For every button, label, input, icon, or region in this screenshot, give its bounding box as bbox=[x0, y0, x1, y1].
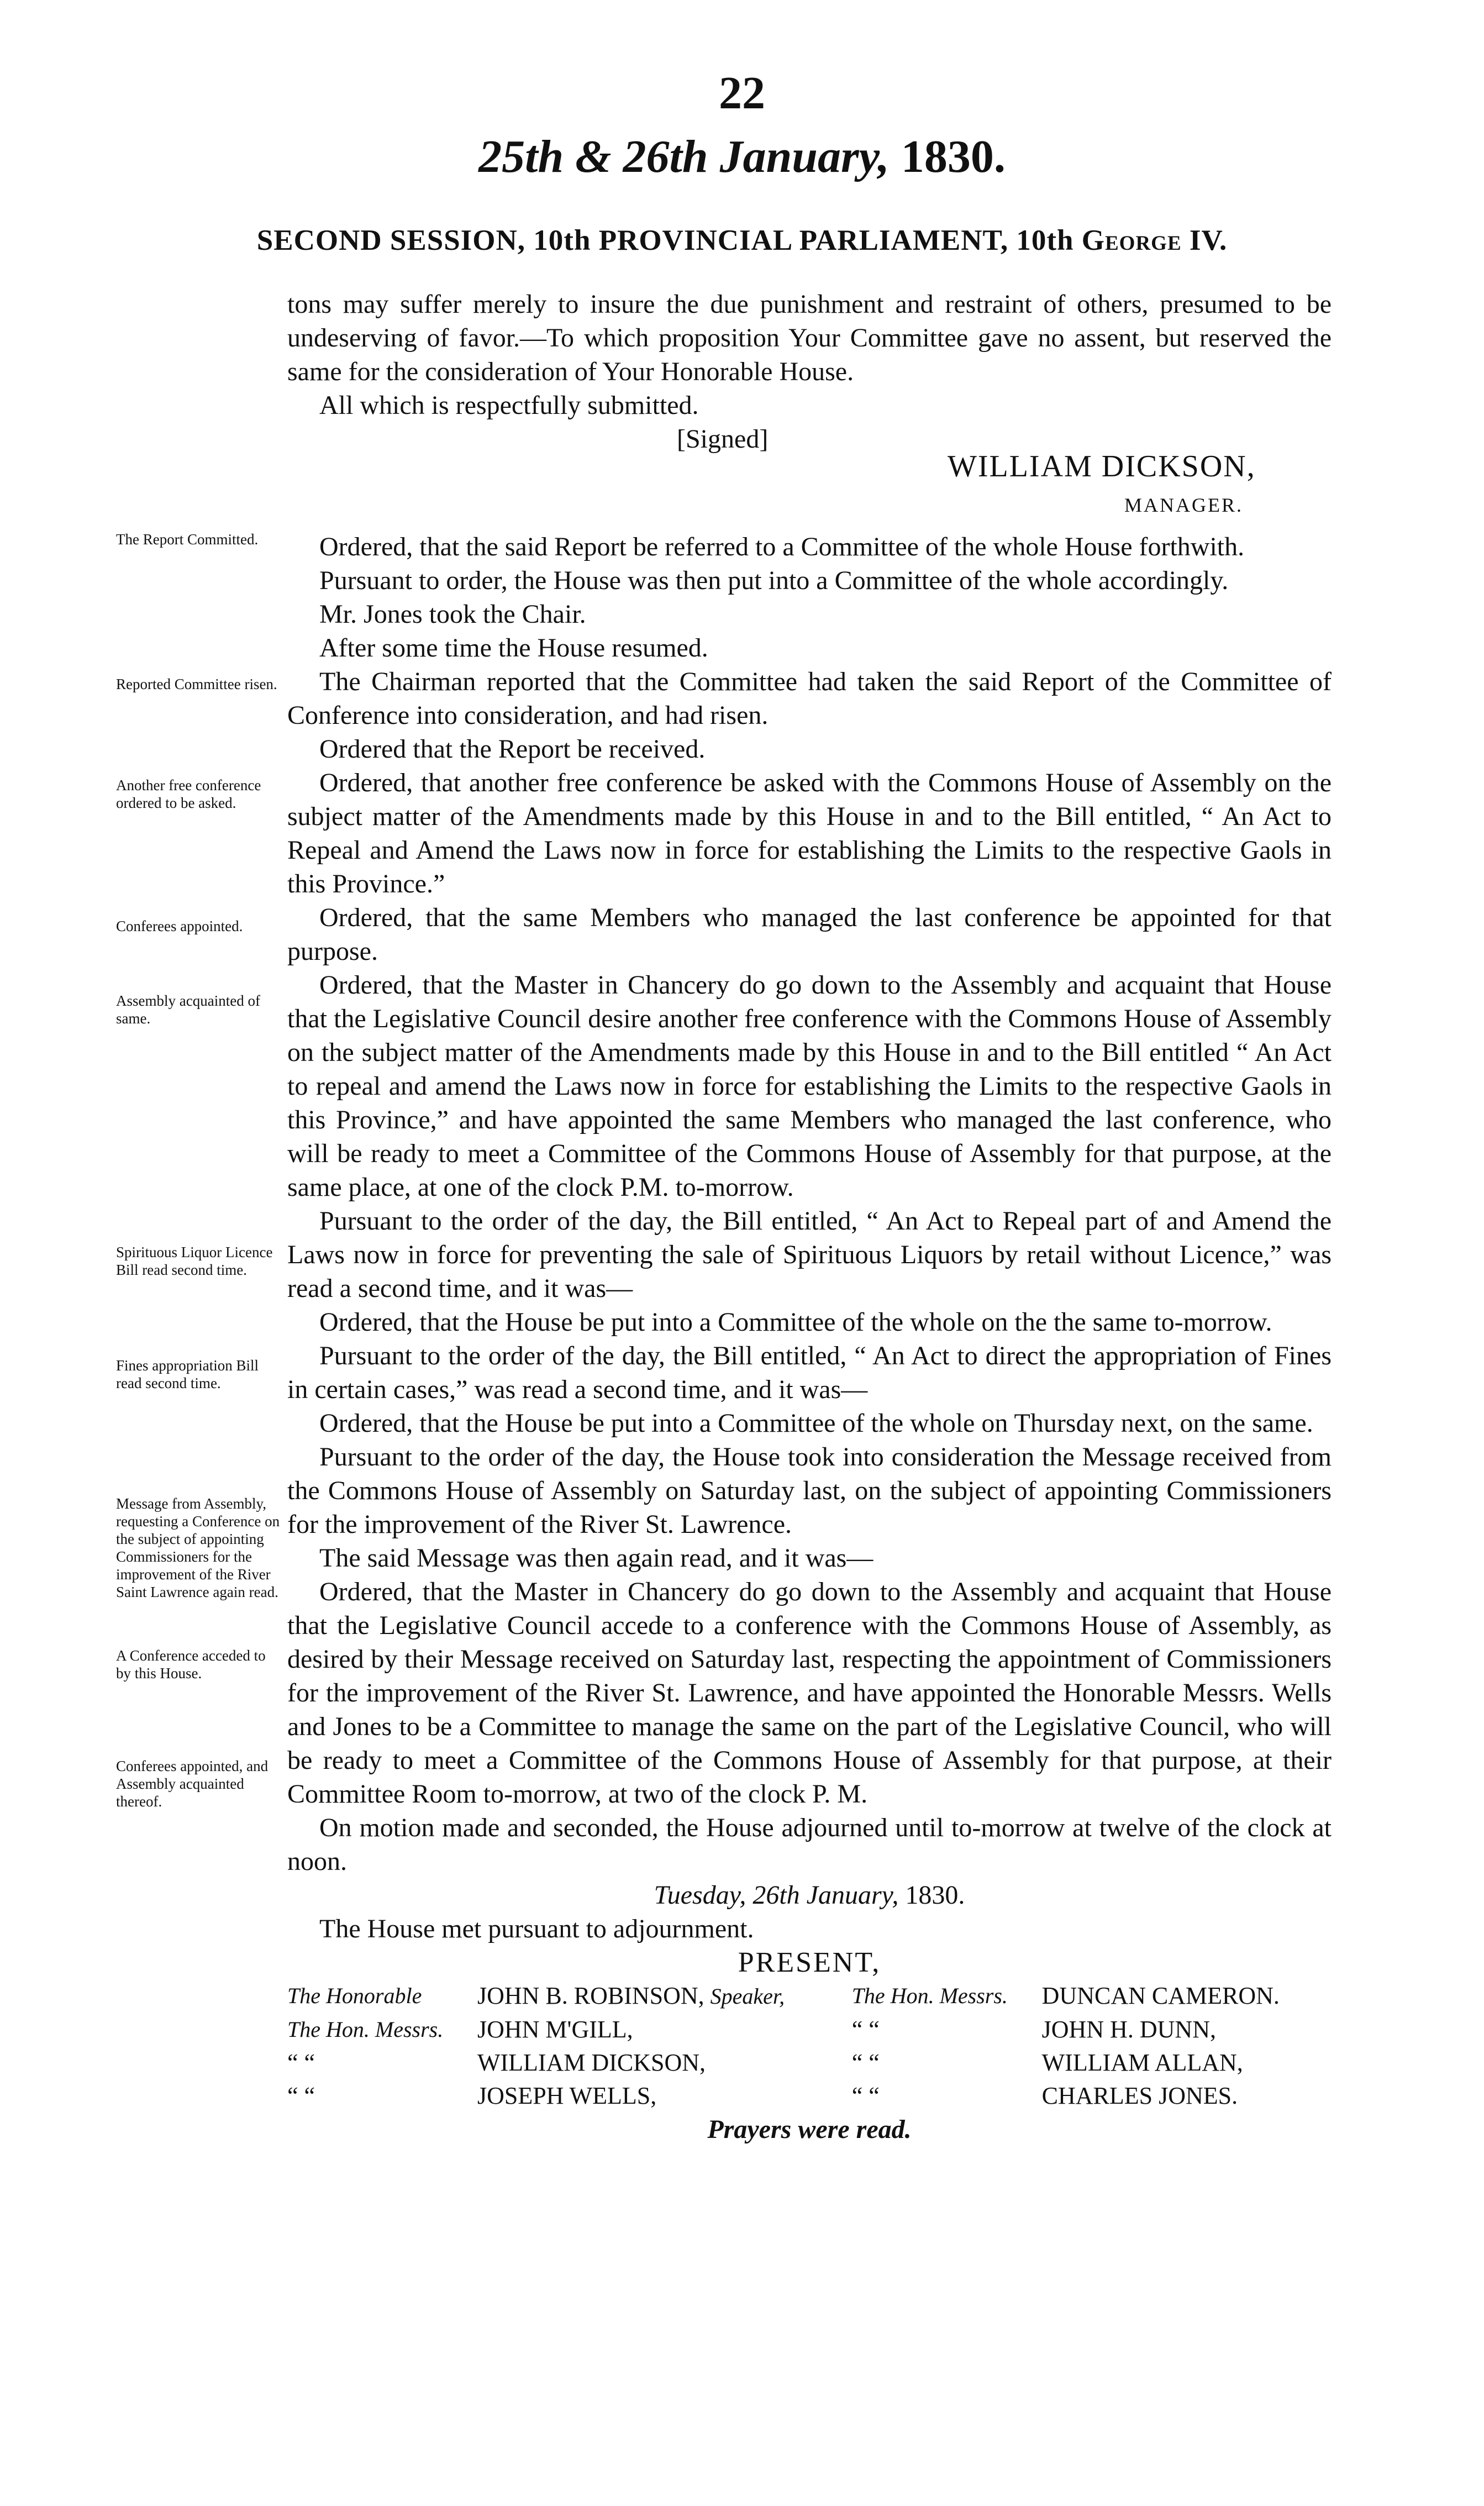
member-prefix: “ “ bbox=[851, 2049, 880, 2076]
member-name: JOSEPH WELLS, bbox=[477, 2082, 657, 2109]
signature-block bbox=[287, 422, 1332, 530]
member-name: WILLIAM ALLAN, bbox=[1041, 2049, 1243, 2076]
margin-note-message-assembly: Message from Assembly, requesting a Conference on the subject of appointing Commissioners for the improvement of the River Saint Lawrence again read. bbox=[116, 1495, 280, 1600]
page-number: 22 bbox=[719, 67, 765, 119]
prayers-note: Prayers were read. bbox=[707, 2115, 912, 2144]
paragraph: Pursuant to the order of the day, the House took into consideration the Message received from the Commons House of Assembly on Saturday last, on the subject of appointing Commissioners for the improvement of the River St. Lawrence. bbox=[287, 1442, 1332, 1539]
member-name: JOHN M'GILL, bbox=[477, 2016, 633, 2043]
paragraph: All which is respectfully submitted. bbox=[319, 391, 699, 420]
signer-name: WILLIAM DICKSON, bbox=[948, 449, 1256, 484]
sitting-date-main: Tuesday, 26th January, bbox=[654, 1880, 899, 1910]
table-row bbox=[287, 2079, 1332, 2113]
date-title-year: 1830. bbox=[901, 131, 1006, 182]
margin-note-committee-risen: Reported Committee risen. bbox=[116, 676, 277, 692]
paragraph: The Chairman reported that the Committee had taken the said Report of the Committee of Conference into consideration, and had risen. bbox=[287, 667, 1332, 730]
attendance-table bbox=[287, 1979, 1332, 2113]
paragraph: Mr. Jones took the Chair. bbox=[319, 600, 586, 629]
table-row bbox=[287, 2046, 1332, 2079]
margin-note-conference-acceded: A Conference acceded to by this House. bbox=[116, 1647, 266, 1682]
margin-note-fines-bill: Fines appropriation Bill read second time. bbox=[116, 1357, 259, 1391]
table-row bbox=[287, 2013, 1332, 2046]
paragraph: On motion made and seconded, the House adjourned until to-morrow at twelve of the clock at noon. bbox=[287, 1813, 1332, 1876]
margin-note-assembly-acquainted: Assembly acquainted of same. bbox=[116, 992, 260, 1027]
paragraph: Ordered, that the Master in Chancery do go down to the Assembly and acquaint that House that the Legislative Council desire another free conference with the Commons House of Assembly on the subject matter of the Amendments made by this House in and to the Bill entitled “ An Act to repeal and amend the Laws now in force for establishing the Limits to the respective Gaols in this Province,” and have appointed the same Members who managed the last conference, who will be ready to meet a Committee of the Commons House of Assembly for that purpose, at the same place, at one of the clock P.M. to-morrow. bbox=[287, 970, 1332, 1202]
member-name: DUNCAN CAMERON. bbox=[1041, 1982, 1280, 2009]
paragraph: Ordered, that the House be put into a Committee of the whole on the the same to-morrow. bbox=[319, 1307, 1272, 1337]
sitting-date bbox=[287, 1878, 1332, 1912]
member-prefix: The Hon. Messrs. bbox=[851, 1983, 1008, 2008]
member-name: JOHN H. DUNN, bbox=[1041, 2016, 1216, 2043]
signer-title: MANAGER. bbox=[1124, 494, 1244, 516]
main-text-column bbox=[287, 287, 1332, 2146]
paragraph: The said Message was then again read, and it was— bbox=[319, 1543, 873, 1573]
margin-note-conferees-appointed: Conferees appointed. bbox=[116, 918, 243, 934]
session-heading-main: SECOND SESSION, 10th PROVINCIAL PARLIAMENT, 10th bbox=[256, 224, 1082, 256]
paragraph: The House met pursuant to adjournment. bbox=[319, 1914, 754, 1943]
paragraph: Ordered, that the Master in Chancery do go down to the Assembly and acquaint that House that the Legislative Council accede to a conference with the Commons House of Assembly, as desired by their Message received on Saturday last, respecting the appointment of Commissioners for the improvement of the River St. Lawrence, and have appointed the Honorable Messrs. Wells and Jones to be a Committee to manage the same on the part of the Legislative Council, who will be ready to meet a Committee of the Commons House of Assembly for that purpose, at their Committee Room to-morrow, at two of the clock P. M. bbox=[287, 1577, 1332, 1809]
paragraph: After some time the House resumed. bbox=[319, 633, 708, 663]
paragraph: Ordered, that the House be put into a Committee of the whole on Thursday next, on the same. bbox=[319, 1409, 1313, 1438]
member-prefix: The Hon. Messrs. bbox=[287, 2017, 444, 2042]
member-prefix: The Honorable bbox=[287, 1983, 422, 2008]
signed-label: [Signed] bbox=[677, 424, 769, 454]
paragraph: Pursuant to order, the House was then put into a Committee of the whole accordingly. bbox=[319, 566, 1229, 595]
margin-note-conferees-acquainted: Conferees appointed, and Assembly acquainted thereof. bbox=[116, 1758, 269, 1810]
table-row bbox=[287, 1979, 1332, 2013]
margin-note-liquor-bill: Spirituous Liquor Licence Bill read second time. bbox=[116, 1244, 273, 1278]
sitting-date-year: 1830. bbox=[905, 1880, 965, 1910]
paragraph: tons may suffer merely to insure the due punishment and restraint of others, presumed to be undeserving of favor.—To which proposition Your Committee gave no assent, but reserved the same for the consideration of Your Honorable House. bbox=[287, 290, 1332, 386]
member-prefix: “ “ bbox=[287, 2082, 315, 2109]
page-date-title bbox=[0, 130, 1484, 183]
paragraph: Pursuant to the order of the day, the Bill entitled, “ An Act to Repeal part of and Amend the Laws now in force for preventing the sale of Spirituous Liquors by retail without Licence,” was read a second time, and it was— bbox=[287, 1206, 1332, 1303]
paragraph: Ordered, that the said Report be referred to a Committee of the whole House forthwith. bbox=[319, 532, 1245, 561]
member-prefix: “ “ bbox=[287, 2049, 315, 2076]
member-name: WILLIAM DICKSON, bbox=[477, 2049, 706, 2076]
member-name: CHARLES JONES. bbox=[1041, 2082, 1238, 2109]
paragraph: Pursuant to the order of the day, the Bill entitled, “ An Act to direct the appropriation of Fines in certain cases,” was read a second time, and it was— bbox=[287, 1341, 1332, 1404]
paragraph: Ordered, that another free conference be asked with the Commons House of Assembly on the subject matter of the Amendments made by this House in and to the Bill entitled, “ An Act to Repeal and Amend the Laws now in force for establishing the Limits to the respective Gaols in this Province.” bbox=[287, 768, 1332, 899]
date-title-main: 25th & 26th January, bbox=[478, 131, 890, 182]
margin-note-free-conference: Another free conference ordered to be asked. bbox=[116, 777, 261, 811]
member-prefix: “ “ bbox=[851, 2016, 880, 2043]
member-name-text: JOHN B. ROBINSON, bbox=[477, 1982, 704, 2009]
session-heading-monarch: George IV. bbox=[1081, 224, 1228, 256]
paragraph: Ordered that the Report be received. bbox=[319, 734, 706, 764]
member-role: Speaker, bbox=[710, 1984, 785, 2009]
member-name bbox=[477, 1979, 852, 2013]
paragraph: Ordered, that the same Members who managed the last conference be appointed for that purpose. bbox=[287, 903, 1332, 966]
session-heading bbox=[0, 224, 1484, 257]
margin-note-report-committed: The Report Committed. bbox=[116, 531, 259, 548]
member-prefix: “ “ bbox=[851, 2082, 880, 2109]
present-heading: PRESENT, bbox=[738, 1947, 881, 1978]
